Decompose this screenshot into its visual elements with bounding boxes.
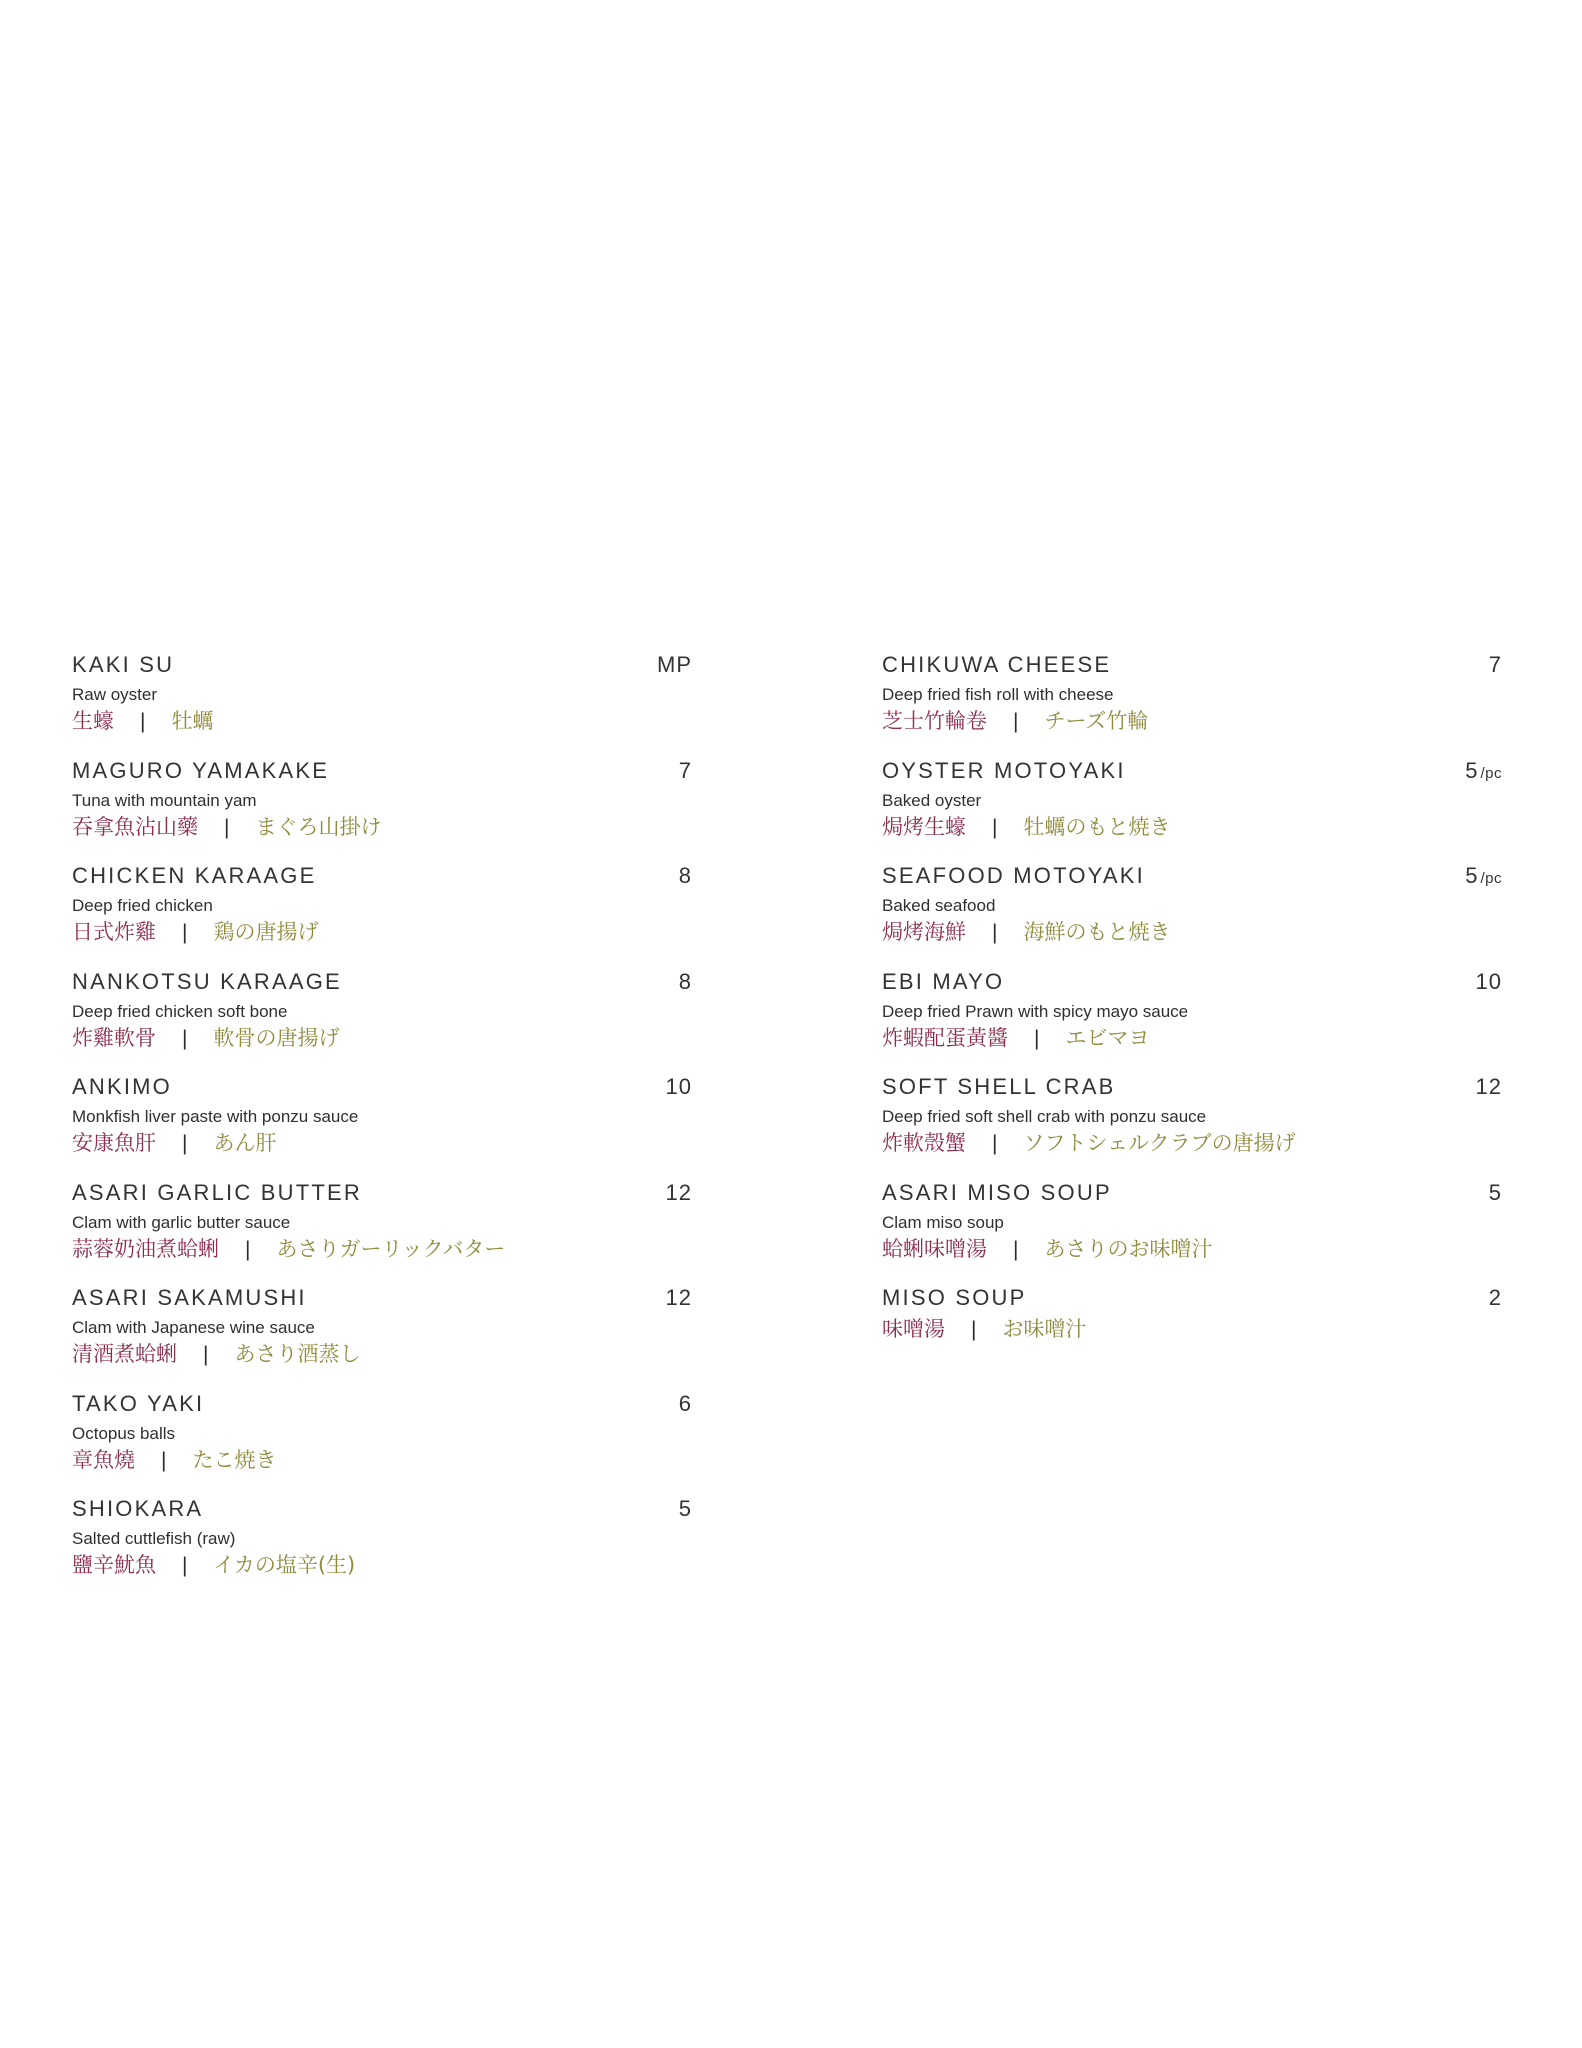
menu-item-header — [72, 1074, 692, 1104]
price-value: 5 — [1488, 1179, 1502, 1205]
chinese-name: 蒜蓉奶油煮蛤蜊 — [72, 1236, 219, 1261]
japanese-name: イカの塩辛(生) — [213, 1553, 356, 1577]
menu-item-header — [882, 652, 1502, 682]
menu-item-local-names — [882, 1235, 1502, 1265]
menu-item — [882, 1074, 1502, 1180]
chinese-name: 焗烤生蠔 — [882, 814, 966, 839]
menu-item-name: ANKIMO — [72, 1074, 172, 1099]
menu-item-description: Salted cuttlefish (raw) — [72, 1529, 236, 1548]
chinese-name: 安康魚肝 — [72, 1131, 156, 1155]
menu-item-name: ASARI MISO SOUP — [882, 1179, 1112, 1205]
menu-item-price — [679, 758, 692, 784]
name-separator: | — [1034, 1026, 1040, 1050]
menu-item-description: Clam with Japanese wine sauce — [72, 1318, 315, 1337]
name-separator: | — [182, 1026, 188, 1050]
name-separator: | — [182, 921, 188, 944]
menu-item-description: Clam with garlic butter sauce — [72, 1212, 291, 1232]
menu-item-header — [882, 969, 1502, 999]
menu-item-header — [72, 1180, 692, 1210]
menu-item-price — [1465, 758, 1502, 784]
menu-item-price — [1465, 863, 1502, 889]
menu-item-header — [72, 1391, 692, 1421]
menu-item-local-names — [72, 1129, 692, 1159]
price-value: 5 — [1465, 757, 1479, 783]
menu-item-name: OYSTER MOTOYAKI — [882, 757, 1126, 783]
japanese-name: 鶏の唐揚げ — [213, 920, 319, 944]
price-unit: /pc — [1480, 764, 1502, 782]
name-separator: | — [992, 1132, 998, 1155]
menu-item — [72, 1391, 692, 1497]
menu-item-header — [72, 1285, 692, 1315]
menu-item-description: Baked seafood — [882, 896, 996, 915]
chinese-name: 蛤蜊味噌湯 — [882, 1236, 987, 1261]
menu-item-local-names — [72, 1024, 692, 1054]
menu-item-price — [679, 1391, 692, 1417]
name-separator: | — [203, 1343, 209, 1366]
menu-item-local-names — [882, 918, 1502, 948]
menu-item-price — [679, 1496, 692, 1522]
menu-item-local-names — [72, 1235, 692, 1265]
menu-item-name: TAKO YAKI — [72, 1390, 205, 1416]
menu-item — [882, 1285, 1502, 1391]
japanese-name: まぐろ山掛け — [255, 814, 382, 839]
chinese-name: 炸軟殼蟹 — [882, 1131, 966, 1155]
japanese-name: あさりのお味噌汁 — [1044, 1236, 1213, 1261]
menu-item-description: Deep fried fish roll with cheese — [882, 685, 1114, 704]
japanese-name: あさり酒蒸し — [234, 1342, 361, 1366]
chinese-name: 生蠔 — [72, 709, 114, 733]
name-separator: | — [1013, 710, 1019, 733]
menu-item — [882, 758, 1502, 864]
menu-item — [882, 1180, 1502, 1286]
price-value: 2 — [1488, 1285, 1502, 1310]
menu-item — [882, 652, 1502, 758]
price-value: 7 — [678, 757, 692, 783]
price-value: 5 — [678, 1496, 692, 1521]
menu-item-name: MISO SOUP — [882, 1285, 1027, 1310]
price-value: 7 — [1488, 652, 1502, 677]
menu-item-price — [679, 863, 692, 889]
chinese-name: 炸雞軟骨 — [72, 1025, 156, 1050]
menu-item-price — [1489, 652, 1502, 678]
menu-item-description: Baked oyster — [882, 790, 982, 810]
menu-item-name: KAKI SU — [72, 652, 175, 677]
menu-item — [72, 863, 692, 969]
name-separator: | — [182, 1554, 188, 1577]
menu-item-local-names — [882, 1024, 1502, 1054]
menu-item — [72, 1285, 692, 1391]
menu-item-header — [882, 1285, 1502, 1315]
menu-item-name: SEAFOOD MOTOYAKI — [882, 863, 1145, 888]
menu-item — [72, 1180, 692, 1286]
name-separator: | — [224, 815, 230, 839]
menu-item-name: NANKOTSU KARAAGE — [72, 968, 342, 994]
menu-item-header — [72, 1496, 692, 1526]
name-separator: | — [161, 1448, 167, 1472]
name-separator: | — [971, 1318, 977, 1341]
name-separator: | — [182, 1132, 188, 1155]
menu-item — [72, 758, 692, 864]
price-value: 8 — [678, 968, 692, 994]
name-separator: | — [1013, 1237, 1019, 1261]
menu-item-header — [882, 1180, 1502, 1210]
price-value: 8 — [678, 863, 692, 888]
menu-item-description: Deep fried soft shell crab with ponzu sauce — [882, 1107, 1207, 1126]
menu-item-name: CHICKEN KARAAGE — [72, 863, 317, 888]
japanese-name: あさりガーリックバター — [276, 1236, 506, 1261]
menu-item-header — [72, 652, 692, 682]
chinese-name: 章魚燒 — [72, 1447, 135, 1472]
menu-item-description: Raw oyster — [72, 685, 158, 704]
japanese-name: あん肝 — [213, 1131, 277, 1155]
name-separator: | — [245, 1237, 251, 1261]
menu-item-price — [666, 1180, 692, 1206]
menu-item-name: EBI MAYO — [882, 968, 1005, 994]
menu-item-description: Tuna with mountain yam — [72, 790, 257, 810]
name-separator: | — [992, 921, 998, 944]
menu-item-price — [666, 1074, 692, 1100]
japanese-name: 軟骨の唐揚げ — [213, 1025, 340, 1050]
chinese-name: 芝士竹輪卷 — [882, 709, 987, 733]
menu-item-description: Deep fried chicken soft bone — [72, 1001, 288, 1021]
menu-item-description: Monkfish liver paste with ponzu sauce — [72, 1107, 359, 1126]
menu-item-header — [72, 863, 692, 893]
name-separator: | — [992, 815, 998, 839]
chinese-name: 味噌湯 — [882, 1317, 945, 1341]
menu-item-description: Octopus balls — [72, 1423, 175, 1443]
japanese-name: ソフトシェルクラブの唐揚げ — [1023, 1131, 1296, 1155]
chinese-name: 清酒煮蛤蜊 — [72, 1342, 177, 1366]
menu-item — [72, 1496, 692, 1602]
menu-item-price — [1489, 1285, 1502, 1311]
price-value: 6 — [678, 1390, 692, 1416]
price-value: 10 — [1475, 968, 1502, 994]
chinese-name: 日式炸雞 — [72, 920, 156, 944]
japanese-name: 牡蠣のもと焼き — [1023, 814, 1171, 839]
japanese-name: たこ焼き — [192, 1447, 277, 1472]
menu-item-header — [882, 1074, 1502, 1104]
menu-item-description: Deep fried chicken — [72, 896, 213, 915]
japanese-name: 海鮮のもと焼き — [1023, 920, 1171, 944]
menu-item-name: CHIKUWA CHEESE — [882, 652, 1112, 677]
menu-item-description: Deep fried Prawn with spicy mayo sauce — [882, 1001, 1189, 1021]
menu-item-price — [1476, 969, 1502, 995]
menu-item-name: SHIOKARA — [72, 1496, 204, 1521]
price-unit: /pc — [1480, 870, 1502, 887]
menu-item — [72, 969, 692, 1075]
price-value: 12 — [665, 1179, 692, 1205]
menu-item — [72, 652, 692, 758]
menu-item-header — [882, 863, 1502, 893]
name-separator: | — [140, 710, 146, 733]
menu-item-price — [1489, 1180, 1502, 1206]
menu-column-left — [72, 652, 692, 1602]
japanese-name: お味噌汁 — [1002, 1317, 1087, 1341]
price-value: 12 — [1475, 1074, 1502, 1099]
chinese-name: 炸蝦配蛋黃醬 — [882, 1025, 1008, 1050]
menu-item — [882, 863, 1502, 969]
menu-item-header — [72, 969, 692, 999]
menu-item-header — [882, 758, 1502, 788]
price-value: 5 — [1465, 863, 1479, 888]
menu-item-local-names — [882, 813, 1502, 843]
menu-item-local-names — [882, 707, 1502, 737]
menu-item-name: MAGURO YAMAKAKE — [72, 757, 330, 783]
menu-item-name: ASARI SAKAMUSHI — [72, 1285, 307, 1310]
menu-item-local-names — [882, 1315, 1502, 1345]
menu-item-price — [657, 652, 692, 678]
menu-item-name: SOFT SHELL CRAB — [882, 1074, 1116, 1099]
japanese-name: チーズ竹輪 — [1044, 709, 1149, 733]
menu-item — [882, 969, 1502, 1075]
menu-item-local-names — [72, 1446, 692, 1476]
menu-item-name: ASARI GARLIC BUTTER — [72, 1179, 362, 1205]
menu-item — [72, 1074, 692, 1180]
chinese-name: 吞拿魚沾山藥 — [72, 814, 198, 839]
chinese-name: 鹽辛魷魚 — [72, 1553, 156, 1577]
menu-item-price — [1476, 1074, 1502, 1100]
menu-item-description: Clam miso soup — [882, 1212, 1004, 1232]
menu-item-header — [72, 758, 692, 788]
menu-item-local-names — [72, 1551, 692, 1581]
menu-item-price — [666, 1285, 692, 1311]
menu-item-local-names — [72, 813, 692, 843]
japanese-name: エビマヨ — [1065, 1025, 1150, 1050]
chinese-name: 焗烤海鮮 — [882, 920, 966, 944]
price-value: 12 — [665, 1285, 692, 1310]
menu-item-price — [679, 969, 692, 995]
menu-item-local-names — [72, 918, 692, 948]
price-value: MP — [657, 652, 692, 677]
menu-item-local-names — [72, 707, 692, 737]
menu-item-local-names — [72, 1340, 692, 1370]
price-value: 10 — [665, 1074, 692, 1099]
menu-item-local-names — [882, 1129, 1502, 1159]
menu-column-right — [882, 652, 1502, 1391]
japanese-name: 牡蠣 — [171, 709, 214, 733]
